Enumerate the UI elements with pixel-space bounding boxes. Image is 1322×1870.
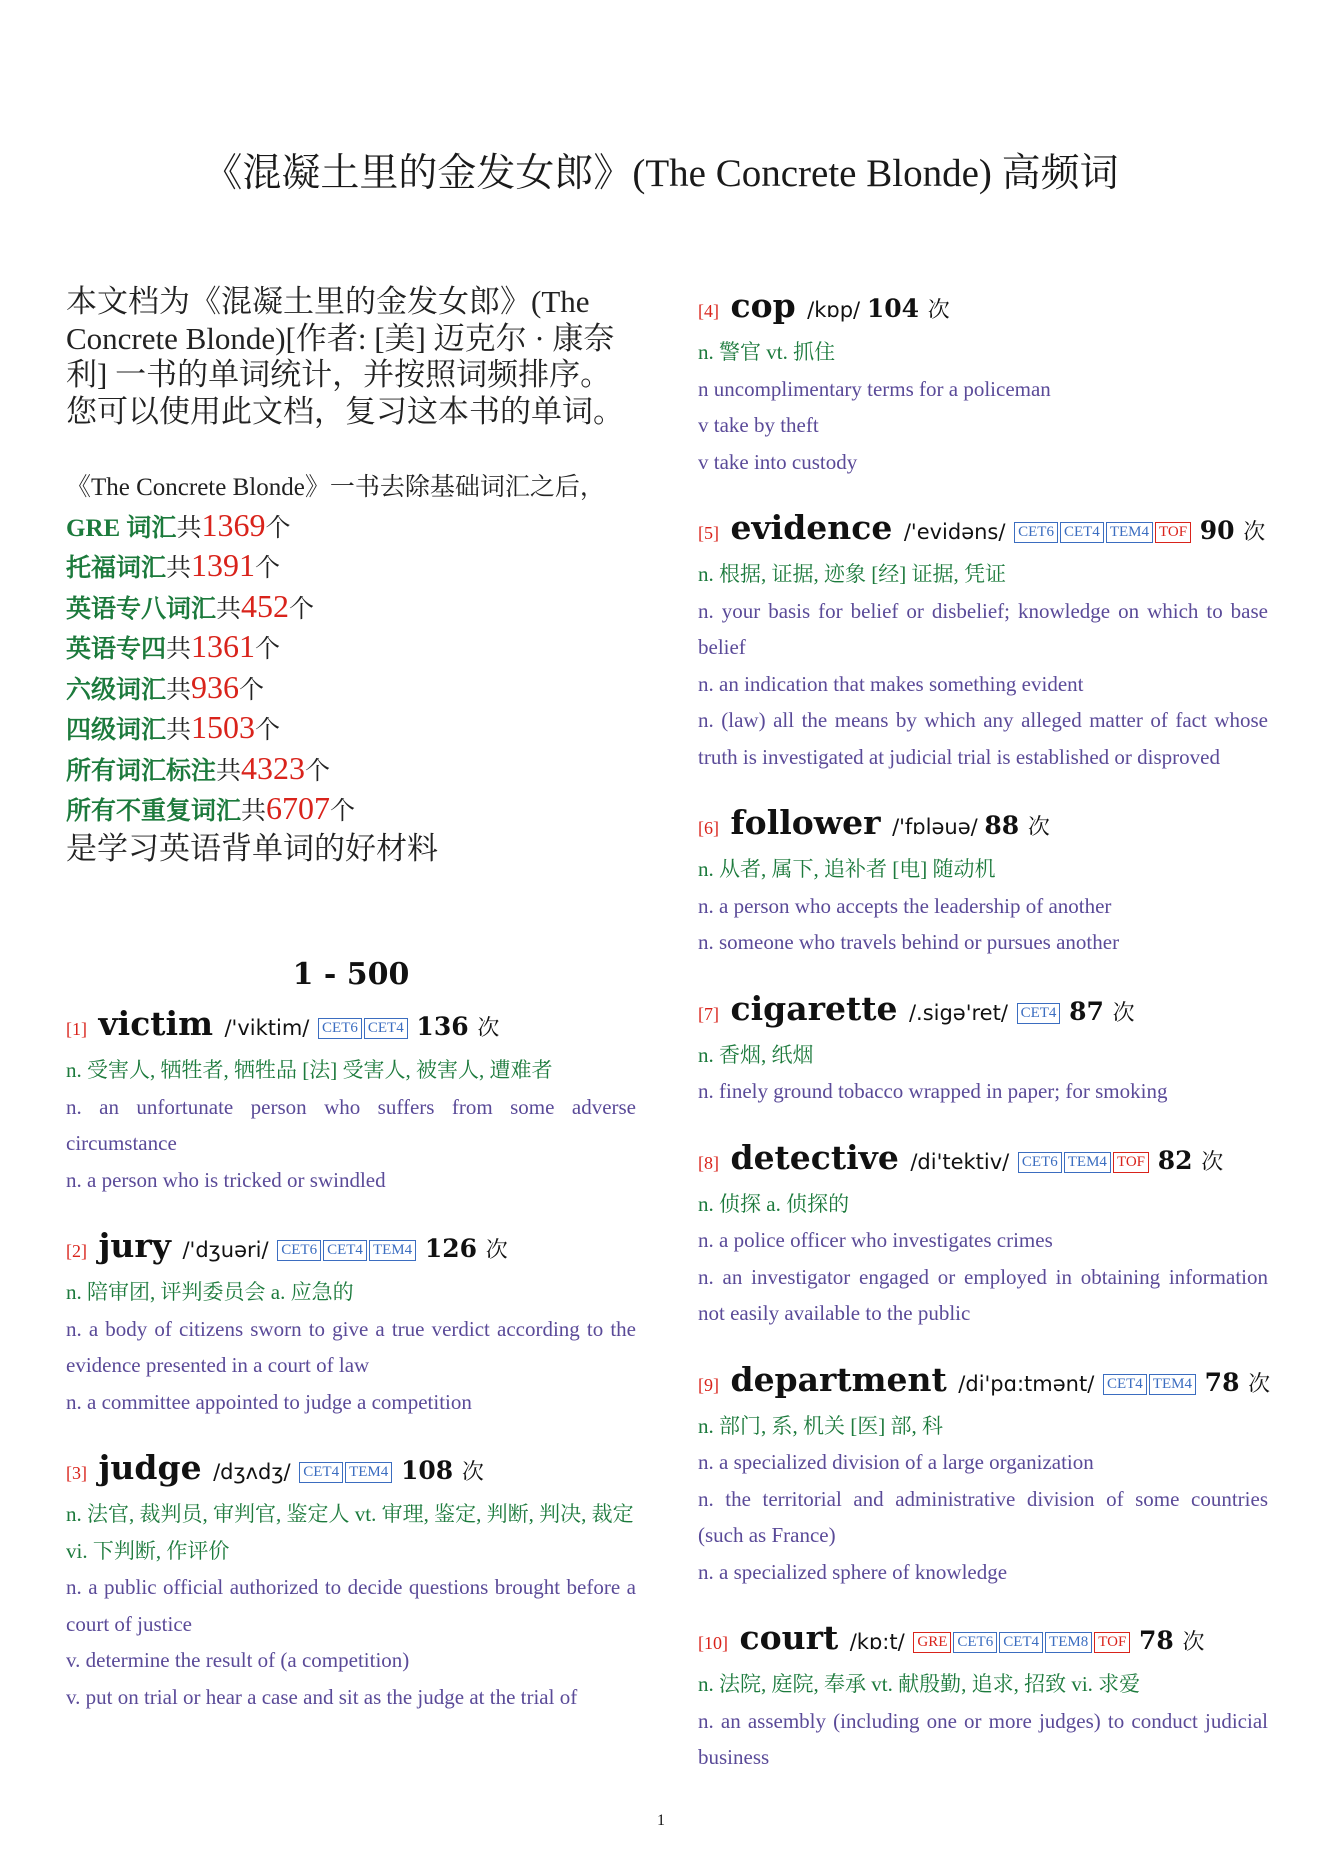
stats-mid: 共 <box>241 798 267 825</box>
entry-count: 90 <box>1191 516 1244 545</box>
entry-english-definition: n. finely ground tobacco wrapped in paper; for smoking <box>698 1079 1168 1103</box>
entry-index: [3] <box>66 1463 87 1483</box>
stats-unit: 个 <box>289 595 315 623</box>
range-heading: 1 - 500 <box>292 957 410 992</box>
stats-count: 6707 <box>266 790 331 826</box>
entry-english-definition: n. a public official authorized to decide questions brought before a court of justice <box>66 1575 636 1636</box>
stats-label: 四级词汇 <box>66 717 167 744</box>
stats-label: 所有不重复词汇 <box>66 798 242 825</box>
entry-word: follower <box>719 803 893 842</box>
left-column <box>66 284 636 1741</box>
entry-times-label: 次 <box>1201 1148 1224 1174</box>
stats-count: 1503 <box>191 709 256 745</box>
stats-unit: 个 <box>255 555 281 582</box>
entry-word: detective <box>719 1137 911 1177</box>
entry-count: 87 <box>1060 996 1113 1026</box>
entry-word: department <box>719 1359 959 1399</box>
entry-head <box>66 1002 636 1052</box>
exam-tag-badge: TEM4 <box>369 1240 416 1261</box>
stats-row <box>66 669 636 710</box>
entry-english-definition: v. determine the result of (a competition) <box>66 1648 410 1672</box>
entry-index: [9] <box>698 1374 719 1395</box>
entry-head <box>698 801 1268 851</box>
stats-mid: 共 <box>216 757 242 785</box>
entry-index: [2] <box>66 1241 87 1261</box>
entry-english-definition: n. a police officer who investigates crimes <box>698 1228 1053 1252</box>
stats-label: 英语专八词汇 <box>66 595 217 623</box>
entry-pronunciation: /dʒʌdʒ/ <box>213 1460 298 1484</box>
entry-pronunciation: /'dʒuəri/ <box>182 1238 276 1262</box>
entry-english-definition: n. the territorial and administrative division of some countries (such as France) <box>698 1486 1268 1547</box>
entry-head <box>698 1358 1271 1408</box>
entry-chinese-definition: n. 法官, 裁判员, 审判官, 鉴定人 vt. 审理, 鉴定, 判断, 判决, 裁定 vi. 下判断, 作评价 <box>66 1502 634 1563</box>
entry-chinese-definition: n. 侦探 a. 侦探的 <box>698 1191 850 1216</box>
entry-word: cigarette <box>719 988 909 1028</box>
intro <box>66 284 636 430</box>
stats-mid: 共 <box>166 676 192 704</box>
exam-tag-badge: CET6 <box>318 1018 362 1039</box>
exam-tag-badge: CET4 <box>1017 1003 1061 1024</box>
entry-head <box>698 284 1268 334</box>
stats-mid: 共 <box>166 717 192 744</box>
entry-index: [6] <box>698 818 719 838</box>
stats-label: 英语专四 <box>66 636 167 663</box>
entry-times-label: 次 <box>477 1015 500 1040</box>
exam-tag-badge: TEM4 <box>345 1462 392 1483</box>
word-entry <box>698 1616 1268 1776</box>
entry-chinese-definition: n. 部门, 系, 机关 [医] 部, 科 <box>698 1413 943 1438</box>
stats-mid: 共 <box>176 514 202 542</box>
entry-head <box>698 1616 1268 1666</box>
entry-times-label: 次 <box>1112 999 1135 1025</box>
entry-english-definition: n uncomplimentary terms for a policeman <box>698 376 1051 401</box>
stats-count: 4323 <box>241 749 306 786</box>
entry-pronunciation: /'viktim/ <box>224 1016 317 1040</box>
entry-english-definition: n. a committee appointed to judge a competition <box>66 1389 472 1414</box>
stats-rows <box>66 507 636 831</box>
intro-line-1: 本文档为《混凝土里的金发女郎》(The Concrete Blonde)[作者: [美] 迈克尔 · 康奈利] 一书的单词统计，并按照词频排序。 <box>66 284 615 392</box>
entry-index: [4] <box>698 301 719 321</box>
stats-unit: 个 <box>239 676 265 704</box>
exam-tag-badge: CET6 <box>277 1240 321 1261</box>
exam-tag-badge: TEM4 <box>1149 1374 1196 1395</box>
exam-tag-badge: CET4 <box>364 1018 408 1039</box>
stats-row <box>66 588 636 629</box>
entry-english-definition: v. put on trial or hear a case and sit as the judge at the trial of <box>66 1684 578 1709</box>
entry-word: victim <box>87 1004 225 1043</box>
stats-mid: 共 <box>166 636 192 663</box>
entry-times-label: 次 <box>927 297 950 322</box>
stats-count: 1361 <box>191 628 256 664</box>
entry-times-label: 次 <box>461 1459 484 1484</box>
stats-label: 所有词汇标注 <box>66 757 217 785</box>
entry-times-label: 次 <box>1248 1370 1271 1396</box>
entry-count: 88 <box>984 811 1028 840</box>
entry-head <box>66 1224 636 1274</box>
entry-head <box>698 506 1268 556</box>
entry-times-label: 次 <box>1182 1629 1205 1654</box>
stats-count: 936 <box>191 668 240 705</box>
entry-english-definition: n. someone who travels behind or pursues another <box>698 930 1120 954</box>
stats-mid: 共 <box>216 595 242 623</box>
stats-row <box>66 790 636 831</box>
entry-index: [10] <box>698 1633 728 1653</box>
entry-chinese-definition: n. 从者, 属下, 追补者 [电] 随动机 <box>698 857 996 881</box>
vocab-stats <box>66 470 636 867</box>
entry-head <box>698 1136 1268 1186</box>
entries-right <box>698 284 1271 1776</box>
entry-english-definition: n. your basis for belief or disbelief; knowledge on which to base belief <box>698 598 1268 659</box>
stats-count: 452 <box>241 587 290 624</box>
word-entry <box>698 506 1268 775</box>
stats-unit: 个 <box>255 636 281 663</box>
entry-count: 126 <box>416 1234 486 1263</box>
entry-pronunciation: /.sigə'ret/ <box>908 1000 1015 1025</box>
entry-head <box>66 1446 636 1496</box>
entry-word: evidence <box>719 508 904 547</box>
word-entry <box>66 1446 636 1715</box>
entry-index: [1] <box>66 1019 87 1039</box>
entry-word: jury <box>87 1226 183 1265</box>
exam-tag-badge: CET6 <box>1014 522 1058 543</box>
page-title: 《混凝土里的金发女郎》(The Concrete Blonde) 高频词 <box>203 152 1119 195</box>
stats-row <box>66 547 636 588</box>
entry-english-definition: n. an assembly (including one or more judges) to conduct judicial business <box>698 1708 1268 1769</box>
stats-lead: 《The Concrete Blonde》一书去除基础词汇之后， <box>66 474 605 501</box>
exam-tag-badge: TEM4 <box>1106 522 1153 543</box>
entry-pronunciation: /kɒ:t/ <box>849 1630 912 1654</box>
entry-english-definition: n. an investigator engaged or employed in obtaining information not easily available to the public <box>698 1264 1268 1325</box>
exam-tag-badge: TEM4 <box>1064 1152 1111 1173</box>
entry-count: 82 <box>1149 1145 1202 1175</box>
entry-pronunciation: /di'pɑ:tmənt/ <box>958 1371 1101 1396</box>
entry-index: [8] <box>698 1152 719 1173</box>
intro-line-2: 您可以使用此文档，复习这本书的单词。 <box>66 393 624 429</box>
entry-index: [7] <box>698 1003 719 1024</box>
page-number: 1 <box>657 1812 665 1829</box>
entry-english-definition: n. (law) all the means by which any alleged matter of fact whose truth is investigated at judicial trial is established or disproved <box>698 708 1268 769</box>
stats-closing: 是学习英语背单词的好材料 <box>66 830 438 866</box>
exam-tag-badge: GRE <box>913 1632 951 1653</box>
entry-count: 78 <box>1195 1367 1249 1397</box>
entry-count: 108 <box>392 1456 462 1485</box>
entry-english-definition: n. an indication that makes something evident <box>698 671 1084 696</box>
exam-tag-badge: CET4 <box>999 1632 1043 1653</box>
entry-pronunciation: /di'tektiv/ <box>910 1149 1016 1174</box>
entry-word: cop <box>719 286 808 325</box>
exam-tag-badge: CET4 <box>323 1240 367 1261</box>
entry-english-definition: v take into custody <box>698 449 858 474</box>
entry-english-definition: n. a specialized sphere of knowledge <box>698 1559 1008 1584</box>
entry-english-definition: n. a specialized division of a large organization <box>698 1450 1094 1474</box>
exam-tag-badge: TOF <box>1094 1632 1130 1653</box>
word-entry <box>698 1136 1268 1332</box>
entry-index: [5] <box>698 523 719 543</box>
entry-chinese-definition: n. 法院, 庭院, 奉承 vt. 献殷勤, 追求, 招致 vi. 求爱 <box>698 1672 1141 1696</box>
stats-count: 1369 <box>201 506 266 543</box>
entry-times-label: 次 <box>1027 814 1050 839</box>
word-entry <box>698 987 1268 1110</box>
stats-label: GRE 词汇 <box>66 514 177 542</box>
entry-chinese-definition: n. 陪审团, 评判委员会 a. 应急的 <box>66 1280 354 1304</box>
entry-times-label: 次 <box>485 1237 508 1262</box>
stats-label: 六级词汇 <box>66 676 167 704</box>
stats-row <box>66 507 636 548</box>
stats-row <box>66 750 636 791</box>
entry-count: 78 <box>1130 1626 1183 1655</box>
stats-row <box>66 709 636 750</box>
entry-english-definition: n. a person who is tricked or swindled <box>66 1167 386 1192</box>
exam-tag-badge: CET6 <box>1018 1152 1062 1173</box>
entry-english-definition: v take by theft <box>698 413 819 437</box>
exam-tag-badge: TOF <box>1155 522 1191 543</box>
exam-tag-badge: TOF <box>1113 1152 1149 1173</box>
stats-mid: 共 <box>166 555 192 582</box>
entry-count: 136 <box>407 1012 478 1041</box>
entry-pronunciation: /'evidəns/ <box>903 520 1013 544</box>
exam-tag-badge: TEM8 <box>1045 1632 1092 1653</box>
word-entry <box>698 284 1268 480</box>
entry-pronunciation: /'fɒləuə/ <box>892 815 985 839</box>
stats-count: 1391 <box>191 547 256 583</box>
stats-unit: 个 <box>265 514 291 542</box>
exam-tag-badge: CET4 <box>1060 522 1104 543</box>
word-entry <box>698 1358 1271 1591</box>
right-column <box>698 284 1271 1802</box>
exam-tag-badge: CET4 <box>1103 1374 1147 1395</box>
entry-chinese-definition: n. 受害人, 牺牲者, 牺牲品 [法] 受害人, 被害人, 遭难者 <box>66 1058 553 1082</box>
entry-count: 104 <box>866 294 928 323</box>
word-entry <box>66 1224 636 1420</box>
entry-english-definition: n. an unfortunate person who suffers from some adverse circumstance <box>66 1094 636 1155</box>
stats-unit: 个 <box>255 717 281 744</box>
stats-unit: 个 <box>305 757 331 785</box>
exam-tag-badge: CET6 <box>953 1632 997 1653</box>
entry-word: court <box>728 1618 850 1657</box>
entry-english-definition: n. a person who accepts the leadership of another <box>698 893 1112 918</box>
exam-tag-badge: CET4 <box>299 1462 343 1483</box>
word-entry <box>66 1002 636 1198</box>
entry-chinese-definition: n. 警官 vt. 抓住 <box>698 340 836 364</box>
entry-chinese-definition: n. 香烟, 纸烟 <box>698 1042 814 1067</box>
entry-head <box>698 987 1268 1037</box>
entry-chinese-definition: n. 根据, 证据, 迹象 [经] 证据, 凭证 <box>698 562 1006 586</box>
entry-times-label: 次 <box>1243 519 1266 544</box>
entries-left <box>66 1002 636 1715</box>
stats-row <box>66 628 636 669</box>
word-entry <box>698 801 1268 961</box>
entry-word: judge <box>87 1448 214 1487</box>
entry-pronunciation: /kɒp/ <box>807 298 867 322</box>
stats-label: 托福词汇 <box>66 555 167 582</box>
stats-unit: 个 <box>330 798 356 825</box>
entry-english-definition: n. a body of citizens sworn to give a true verdict according to the evidence presented in a court of law <box>66 1316 636 1377</box>
